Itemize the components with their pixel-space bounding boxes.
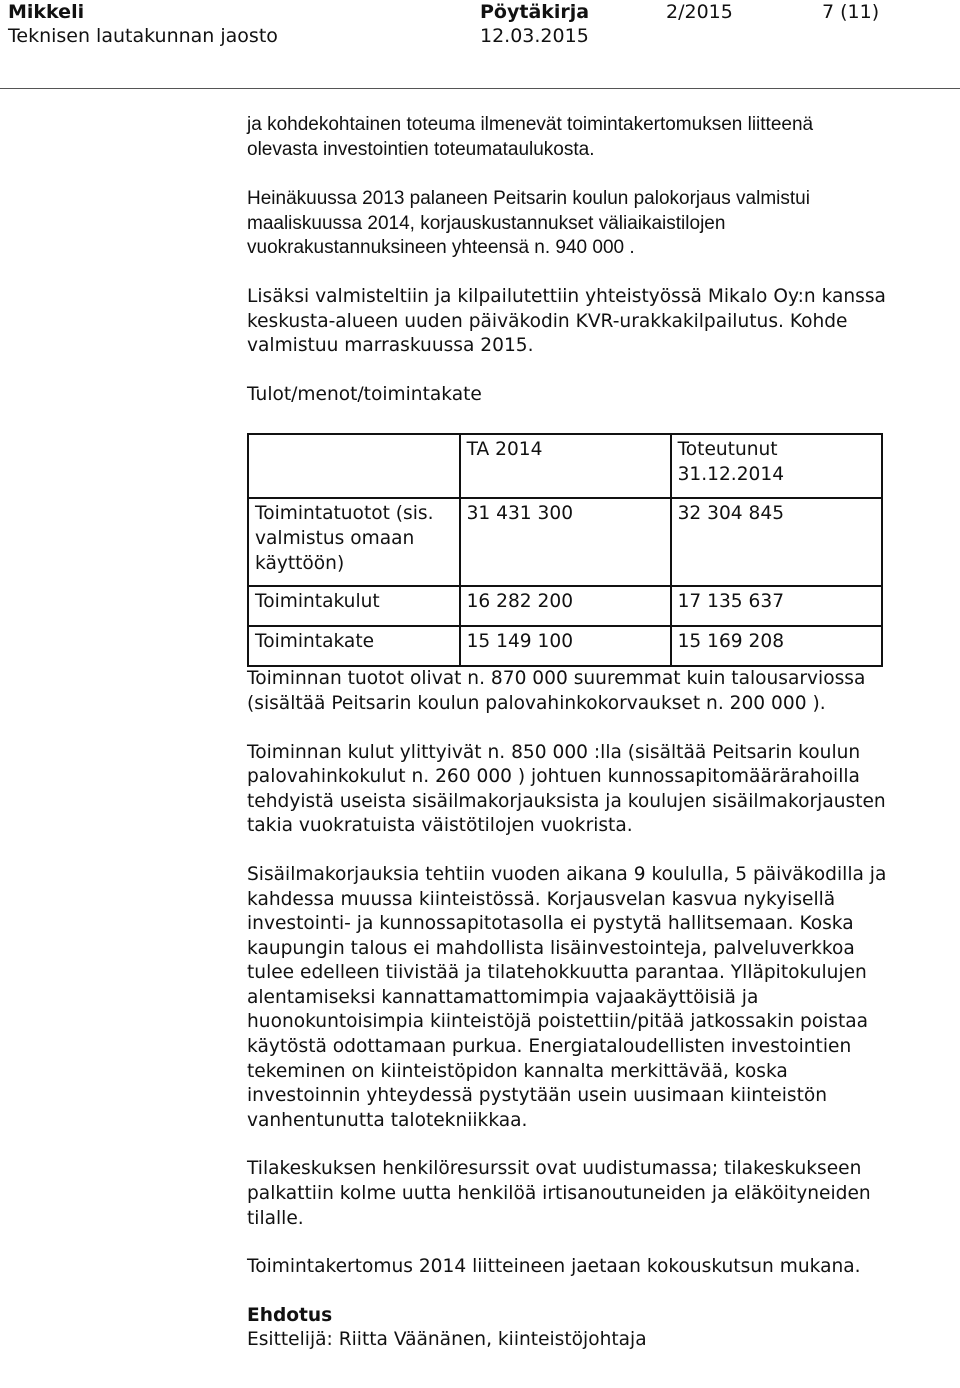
finance-table bbox=[247, 433, 883, 667]
table-row bbox=[248, 586, 882, 626]
table-cell-budget: 16 282 200 bbox=[460, 586, 671, 626]
table-cell-label: Toimintakate bbox=[248, 626, 460, 666]
proposal-heading: Ehdotus bbox=[247, 1304, 333, 1326]
table-header-actual: Toteutunut 31.12.2014 bbox=[671, 434, 882, 498]
paragraph-fire-repair: Heinäkuussa 2013 palaneen Peitsarin koulun palokorjaus valmistui maaliskuussa 2014, korjauskustannukset väliaikaistilojen vuokrakustannuksineen yhteensä n. 940 000 . bbox=[247, 188, 810, 259]
presenter-line: Esittelijä: Riitta Väänänen, kiinteistöjohtaja bbox=[247, 1329, 647, 1351]
paragraph-investment-report: ja kohdekohtainen toteuma ilmenevät toimintakertomuksen liitteenä olevasta investointien toteumataulukosta. bbox=[247, 114, 814, 160]
table-cell-label: Toimintakulut bbox=[248, 586, 460, 626]
table-header-budget: TA 2014 bbox=[460, 434, 671, 498]
table-header-empty bbox=[248, 434, 460, 498]
table-cell-label: Toimintatuotot (sis. valmistus omaan käyttöön) bbox=[248, 498, 460, 586]
meeting-date: 12.03.2015 bbox=[480, 25, 589, 47]
table-header-row bbox=[248, 434, 882, 498]
page-number: 7 (11) bbox=[822, 1, 880, 23]
header-divider bbox=[0, 88, 960, 89]
document-type: Pöytäkirja bbox=[480, 1, 590, 23]
table-cell-actual: 17 135 637 bbox=[671, 586, 882, 626]
paragraph-attachments: Toimintakertomus 2014 liitteineen jaetaan kokouskutsun mukana. bbox=[247, 1256, 861, 1278]
table-row bbox=[248, 498, 882, 586]
document-number: 2/2015 bbox=[666, 1, 733, 23]
paragraph-costs: Toiminnan kulut ylittyivät n. 850 000 :lla (sisältää Peitsarin koulun palovahinkokulut n. 260 000 ) johtuen kunnossapitomäärärahoilla tehdyistä useista sisäilmakorjauksista ja koulujen sisäilmakorjausten takia vuokratuista väistötilojen vuokrista. bbox=[247, 741, 886, 837]
paragraph-kindergarten: Lisäksi valmisteltiin ja kilpailutettiin yhteistyössä Mikalo Oy:n kanssa keskusta-alueen uuden päiväkodin KVR-urakkakilpailutus. Kohde valmistuu marraskuussa 2015. bbox=[247, 285, 886, 357]
document-body bbox=[247, 113, 937, 1353]
committee-name: Teknisen lautakunnan jaosto bbox=[8, 25, 278, 47]
table-cell-budget: 31 431 300 bbox=[460, 498, 671, 586]
table-row bbox=[248, 626, 882, 666]
paragraph-staff: Tilakeskuksen henkilöresurssit ovat uudistumassa; tilakeskukseen palkattiin kolme uutta henkilöä irtisanoutuneiden ja eläköityneiden tilalle. bbox=[247, 1158, 871, 1229]
city-name: Mikkeli bbox=[8, 1, 85, 23]
table-cell-budget: 15 149 100 bbox=[460, 626, 671, 666]
section-heading-finances: Tulot/menot/toimintakate bbox=[247, 383, 482, 405]
paragraph-revenue: Toiminnan tuotot olivat n. 870 000 suuremmat kuin talousarviossa (sisältää Peitsarin koulun palovahinkokorvaukset n. 200 000 ). bbox=[247, 668, 866, 714]
table-cell-actual: 32 304 845 bbox=[671, 498, 882, 586]
table-cell-actual: 15 169 208 bbox=[671, 626, 882, 666]
paragraph-indoor-air: Sisäilmakorjauksia tehtiin vuoden aikana 9 koululla, 5 päiväkodilla ja kahdessa muussa kiinteistössä. Korjausvelan kasvua nykyisellä investointi- ja kunnossapitotasolla ei pystytä hallitsemaan. Koska kaupungin talous ei mahdollista lisäinvestointeja, palveluverkkoa tulee edelleen tiivistää ja tilatehokkuutta parantaa. Ylläpitokulujen alentamiseksi kannattamattomimpia vajaakäyttöisiä ja huonokuntoisimpia kiinteistöjä poistettiin/pitää jatkossakin poistaa käytöstä odottamaan purkua. Energiataloudellisten investointien tekeminen on kiinteistöpidon kannalta merkittävää, koska investoinnin yhteydessä pystytään usein uusimaan kiinteistön vanhentunutta talotekniikkaa. bbox=[247, 863, 887, 1131]
document-header bbox=[0, 0, 960, 90]
